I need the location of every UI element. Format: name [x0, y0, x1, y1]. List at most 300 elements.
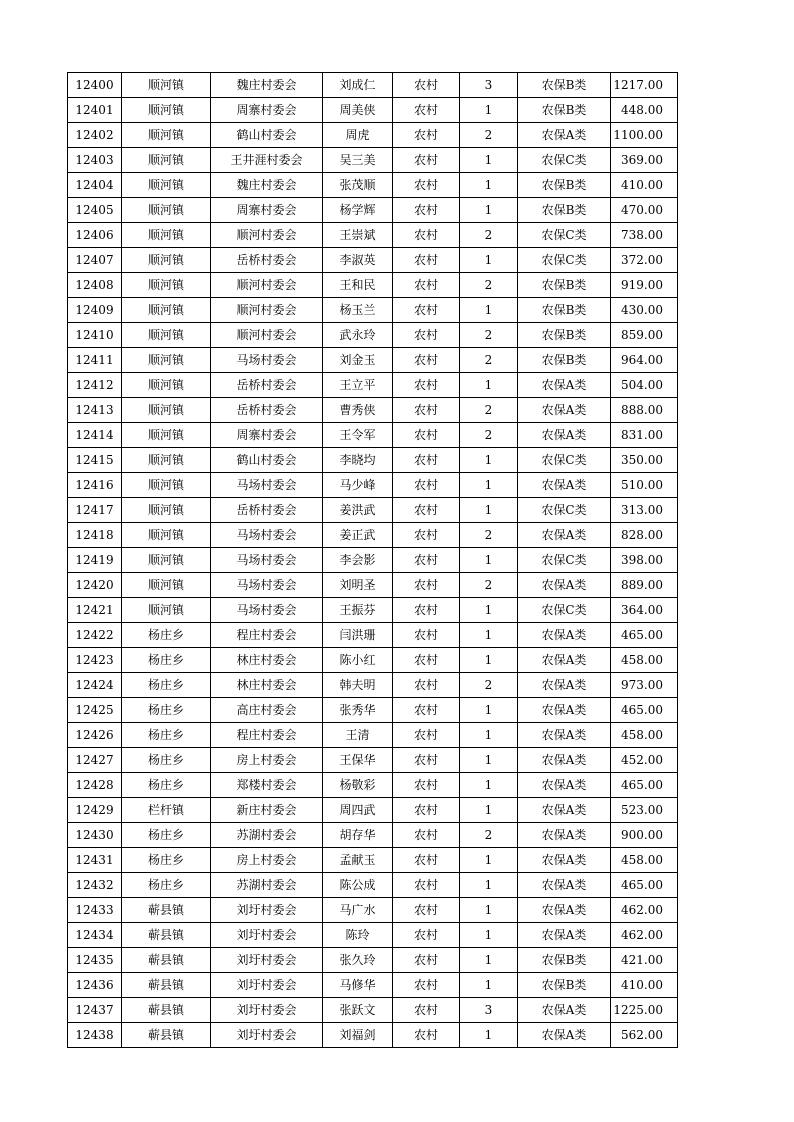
amount-cell: 465.00	[611, 698, 678, 723]
person-name-cell: 吴三美	[323, 148, 393, 173]
person-name-cell: 陈玲	[323, 923, 393, 948]
insurance-category-cell: 农保A类	[518, 523, 611, 548]
table-row	[68, 1023, 678, 1048]
record-id-cell: 12405	[68, 198, 122, 223]
table-row	[68, 323, 678, 348]
amount-cell: 458.00	[611, 848, 678, 873]
township-cell: 顺河镇	[122, 123, 211, 148]
person-name-cell: 杨学辉	[323, 198, 393, 223]
household-count-cell: 1	[460, 848, 518, 873]
household-count-cell: 1	[460, 598, 518, 623]
village-committee-cell: 林庄村委会	[211, 648, 323, 673]
insurance-category-cell: 农保A类	[518, 648, 611, 673]
township-cell: 顺河镇	[122, 473, 211, 498]
village-committee-cell: 郑楼村委会	[211, 773, 323, 798]
record-id-cell: 12415	[68, 448, 122, 473]
village-committee-cell: 岳桥村委会	[211, 398, 323, 423]
township-cell: 顺河镇	[122, 148, 211, 173]
household-count-cell: 1	[460, 248, 518, 273]
amount-cell: 1225.00	[611, 998, 678, 1023]
household-count-cell: 2	[460, 573, 518, 598]
amount-cell: 372.00	[611, 248, 678, 273]
person-name-cell: 武永玲	[323, 323, 393, 348]
insurance-category-cell: 农保A类	[518, 673, 611, 698]
township-cell: 顺河镇	[122, 448, 211, 473]
record-id-cell: 12435	[68, 948, 122, 973]
record-id-cell: 12420	[68, 573, 122, 598]
insurance-category-cell: 农保A类	[518, 773, 611, 798]
township-cell: 蕲县镇	[122, 998, 211, 1023]
village-committee-cell: 顺河村委会	[211, 323, 323, 348]
village-committee-cell: 鹤山村委会	[211, 448, 323, 473]
household-count-cell: 1	[460, 623, 518, 648]
township-cell: 杨庄乡	[122, 623, 211, 648]
insurance-category-cell: 农保A类	[518, 798, 611, 823]
person-name-cell: 曹秀侠	[323, 398, 393, 423]
table-row	[68, 773, 678, 798]
township-cell: 顺河镇	[122, 98, 211, 123]
record-id-cell: 12413	[68, 398, 122, 423]
record-id-cell: 12419	[68, 548, 122, 573]
household-count-cell: 1	[460, 373, 518, 398]
person-name-cell: 杨玉兰	[323, 298, 393, 323]
village-committee-cell: 新庄村委会	[211, 798, 323, 823]
area-type-cell: 农村	[393, 573, 460, 598]
area-type-cell: 农村	[393, 923, 460, 948]
amount-cell: 448.00	[611, 98, 678, 123]
village-committee-cell: 程庄村委会	[211, 623, 323, 648]
township-cell: 顺河镇	[122, 248, 211, 273]
household-count-cell: 1	[460, 748, 518, 773]
table-row	[68, 298, 678, 323]
insurance-category-cell: 农保B类	[518, 273, 611, 298]
insurance-category-cell: 农保C类	[518, 148, 611, 173]
table-row	[68, 823, 678, 848]
record-id-cell: 12423	[68, 648, 122, 673]
amount-cell: 1100.00	[611, 123, 678, 148]
record-id-cell: 12404	[68, 173, 122, 198]
township-cell: 蕲县镇	[122, 898, 211, 923]
household-count-cell: 1	[460, 948, 518, 973]
person-name-cell: 马广水	[323, 898, 393, 923]
township-cell: 蕲县镇	[122, 923, 211, 948]
household-count-cell: 2	[460, 523, 518, 548]
person-name-cell: 王振芬	[323, 598, 393, 623]
area-type-cell: 农村	[393, 823, 460, 848]
household-count-cell: 1	[460, 473, 518, 498]
household-count-cell: 1	[460, 898, 518, 923]
table-row	[68, 73, 678, 98]
area-type-cell: 农村	[393, 698, 460, 723]
village-committee-cell: 周寨村委会	[211, 98, 323, 123]
area-type-cell: 农村	[393, 373, 460, 398]
area-type-cell: 农村	[393, 98, 460, 123]
table-row	[68, 98, 678, 123]
record-id-cell: 12425	[68, 698, 122, 723]
insurance-category-cell: 农保B类	[518, 198, 611, 223]
amount-cell: 421.00	[611, 948, 678, 973]
table-row	[68, 973, 678, 998]
village-committee-cell: 高庄村委会	[211, 698, 323, 723]
amount-cell: 504.00	[611, 373, 678, 398]
household-count-cell: 1	[460, 723, 518, 748]
village-committee-cell: 刘圩村委会	[211, 898, 323, 923]
amount-cell: 828.00	[611, 523, 678, 548]
household-count-cell: 1	[460, 298, 518, 323]
area-type-cell: 农村	[393, 173, 460, 198]
amount-cell: 410.00	[611, 173, 678, 198]
household-count-cell: 1	[460, 773, 518, 798]
insurance-category-cell: 农保A类	[518, 998, 611, 1023]
household-count-cell: 1	[460, 148, 518, 173]
village-committee-cell: 房上村委会	[211, 848, 323, 873]
village-committee-cell: 周寨村委会	[211, 423, 323, 448]
village-committee-cell: 林庄村委会	[211, 673, 323, 698]
amount-cell: 465.00	[611, 623, 678, 648]
village-committee-cell: 顺河村委会	[211, 273, 323, 298]
amount-cell: 562.00	[611, 1023, 678, 1048]
person-name-cell: 刘明圣	[323, 573, 393, 598]
village-committee-cell: 周寨村委会	[211, 198, 323, 223]
person-name-cell: 姜洪武	[323, 498, 393, 523]
amount-cell: 510.00	[611, 473, 678, 498]
insurance-category-cell: 农保A类	[518, 898, 611, 923]
area-type-cell: 农村	[393, 398, 460, 423]
table-row	[68, 998, 678, 1023]
record-id-cell: 12416	[68, 473, 122, 498]
table-row	[68, 173, 678, 198]
household-count-cell: 2	[460, 223, 518, 248]
insurance-category-cell: 农保B类	[518, 173, 611, 198]
amount-cell: 462.00	[611, 923, 678, 948]
person-name-cell: 周四武	[323, 798, 393, 823]
township-cell: 蕲县镇	[122, 973, 211, 998]
township-cell: 顺河镇	[122, 298, 211, 323]
record-id-cell: 12427	[68, 748, 122, 773]
table-row	[68, 398, 678, 423]
household-count-cell: 2	[460, 273, 518, 298]
person-name-cell: 张秀华	[323, 698, 393, 723]
township-cell: 顺河镇	[122, 173, 211, 198]
area-type-cell: 农村	[393, 798, 460, 823]
area-type-cell: 农村	[393, 973, 460, 998]
insurance-category-cell: 农保C类	[518, 548, 611, 573]
household-count-cell: 1	[460, 873, 518, 898]
record-id-cell: 12414	[68, 423, 122, 448]
amount-cell: 458.00	[611, 648, 678, 673]
record-id-cell: 12422	[68, 623, 122, 648]
area-type-cell: 农村	[393, 123, 460, 148]
record-id-cell: 12410	[68, 323, 122, 348]
village-committee-cell: 马场村委会	[211, 523, 323, 548]
township-cell: 顺河镇	[122, 348, 211, 373]
table-row	[68, 523, 678, 548]
amount-cell: 364.00	[611, 598, 678, 623]
township-cell: 顺河镇	[122, 548, 211, 573]
area-type-cell: 农村	[393, 148, 460, 173]
insurance-category-cell: 农保A类	[518, 723, 611, 748]
table-row	[68, 248, 678, 273]
village-committee-cell: 魏庄村委会	[211, 73, 323, 98]
township-cell: 顺河镇	[122, 198, 211, 223]
township-cell: 顺河镇	[122, 498, 211, 523]
household-count-cell: 1	[460, 498, 518, 523]
township-cell: 蕲县镇	[122, 948, 211, 973]
table-row	[68, 873, 678, 898]
township-cell: 杨庄乡	[122, 748, 211, 773]
township-cell: 杨庄乡	[122, 873, 211, 898]
insurance-category-cell: 农保A类	[518, 373, 611, 398]
village-committee-cell: 刘圩村委会	[211, 948, 323, 973]
household-count-cell: 1	[460, 98, 518, 123]
amount-cell: 369.00	[611, 148, 678, 173]
table-row	[68, 898, 678, 923]
area-type-cell: 农村	[393, 848, 460, 873]
insurance-category-cell: 农保A类	[518, 623, 611, 648]
area-type-cell: 农村	[393, 73, 460, 98]
table-row	[68, 673, 678, 698]
amount-cell: 859.00	[611, 323, 678, 348]
village-committee-cell: 马场村委会	[211, 573, 323, 598]
township-cell: 顺河镇	[122, 398, 211, 423]
area-type-cell: 农村	[393, 323, 460, 348]
table-row	[68, 598, 678, 623]
insurance-category-cell: 农保C类	[518, 448, 611, 473]
record-id-cell: 12430	[68, 823, 122, 848]
amount-cell: 470.00	[611, 198, 678, 223]
record-id-cell: 12417	[68, 498, 122, 523]
table-row	[68, 923, 678, 948]
amount-cell: 1217.00	[611, 73, 678, 98]
table-row	[68, 723, 678, 748]
insurance-category-cell: 农保B类	[518, 73, 611, 98]
village-committee-cell: 刘圩村委会	[211, 1023, 323, 1048]
record-id-cell: 12401	[68, 98, 122, 123]
area-type-cell: 农村	[393, 773, 460, 798]
insurance-category-cell: 农保A类	[518, 923, 611, 948]
table-row	[68, 848, 678, 873]
insurance-category-cell: 农保B类	[518, 298, 611, 323]
area-type-cell: 农村	[393, 448, 460, 473]
household-count-cell: 2	[460, 673, 518, 698]
area-type-cell: 农村	[393, 198, 460, 223]
amount-cell: 430.00	[611, 298, 678, 323]
table-row	[68, 373, 678, 398]
village-committee-cell: 马场村委会	[211, 548, 323, 573]
village-committee-cell: 房上村委会	[211, 748, 323, 773]
table-row	[68, 573, 678, 598]
area-type-cell: 农村	[393, 748, 460, 773]
village-committee-cell: 刘圩村委会	[211, 998, 323, 1023]
person-name-cell: 王崇斌	[323, 223, 393, 248]
insurance-category-cell: 农保C类	[518, 498, 611, 523]
household-count-cell: 1	[460, 698, 518, 723]
household-count-cell: 2	[460, 398, 518, 423]
insurance-category-cell: 农保B类	[518, 323, 611, 348]
person-name-cell: 韩夫明	[323, 673, 393, 698]
village-committee-cell: 马场村委会	[211, 348, 323, 373]
amount-cell: 410.00	[611, 973, 678, 998]
person-name-cell: 周美侠	[323, 98, 393, 123]
table-row	[68, 948, 678, 973]
record-id-cell: 12403	[68, 148, 122, 173]
area-type-cell: 农村	[393, 873, 460, 898]
amount-cell: 465.00	[611, 773, 678, 798]
table-row	[68, 448, 678, 473]
person-name-cell: 胡存华	[323, 823, 393, 848]
insurance-category-cell: 农保A类	[518, 1023, 611, 1048]
household-count-cell: 1	[460, 448, 518, 473]
insurance-category-cell: 农保C类	[518, 598, 611, 623]
record-id-cell: 12438	[68, 1023, 122, 1048]
record-id-cell: 12431	[68, 848, 122, 873]
village-committee-cell: 程庄村委会	[211, 723, 323, 748]
township-cell: 顺河镇	[122, 73, 211, 98]
insurance-category-cell: 农保A类	[518, 123, 611, 148]
area-type-cell: 农村	[393, 648, 460, 673]
insurance-category-cell: 农保A类	[518, 873, 611, 898]
table-row	[68, 623, 678, 648]
village-committee-cell: 魏庄村委会	[211, 173, 323, 198]
area-type-cell: 农村	[393, 723, 460, 748]
township-cell: 杨庄乡	[122, 773, 211, 798]
household-count-cell: 3	[460, 73, 518, 98]
insurance-category-cell: 农保A类	[518, 823, 611, 848]
table-row	[68, 498, 678, 523]
household-count-cell: 1	[460, 648, 518, 673]
township-cell: 顺河镇	[122, 273, 211, 298]
area-type-cell: 农村	[393, 498, 460, 523]
area-type-cell: 农村	[393, 473, 460, 498]
village-committee-cell: 岳桥村委会	[211, 373, 323, 398]
amount-cell: 452.00	[611, 748, 678, 773]
amount-cell: 919.00	[611, 273, 678, 298]
table-row	[68, 548, 678, 573]
record-id-cell: 12421	[68, 598, 122, 623]
person-name-cell: 陈小红	[323, 648, 393, 673]
record-id-cell: 12433	[68, 898, 122, 923]
record-id-cell: 12412	[68, 373, 122, 398]
township-cell: 顺河镇	[122, 573, 211, 598]
area-type-cell: 农村	[393, 523, 460, 548]
records-table	[67, 72, 678, 1048]
household-count-cell: 1	[460, 198, 518, 223]
person-name-cell: 李晓均	[323, 448, 393, 473]
insurance-category-cell: 农保A类	[518, 398, 611, 423]
area-type-cell: 农村	[393, 673, 460, 698]
person-name-cell: 王清	[323, 723, 393, 748]
township-cell: 顺河镇	[122, 598, 211, 623]
village-committee-cell: 苏湖村委会	[211, 873, 323, 898]
record-id-cell: 12406	[68, 223, 122, 248]
amount-cell: 398.00	[611, 548, 678, 573]
village-committee-cell: 鹤山村委会	[211, 123, 323, 148]
amount-cell: 465.00	[611, 873, 678, 898]
person-name-cell: 王令军	[323, 423, 393, 448]
township-cell: 顺河镇	[122, 223, 211, 248]
insurance-category-cell: 农保A类	[518, 698, 611, 723]
village-committee-cell: 刘圩村委会	[211, 923, 323, 948]
insurance-category-cell: 农保A类	[518, 748, 611, 773]
household-count-cell: 1	[460, 548, 518, 573]
record-id-cell: 12436	[68, 973, 122, 998]
record-id-cell: 12411	[68, 348, 122, 373]
person-name-cell: 张跃文	[323, 998, 393, 1023]
area-type-cell: 农村	[393, 423, 460, 448]
person-name-cell: 闫洪珊	[323, 623, 393, 648]
table-row	[68, 423, 678, 448]
insurance-category-cell: 农保A类	[518, 848, 611, 873]
table-row	[68, 748, 678, 773]
amount-cell: 462.00	[611, 898, 678, 923]
household-count-cell: 2	[460, 823, 518, 848]
township-cell: 杨庄乡	[122, 698, 211, 723]
table-row	[68, 348, 678, 373]
record-id-cell: 12437	[68, 998, 122, 1023]
township-cell: 顺河镇	[122, 373, 211, 398]
township-cell: 杨庄乡	[122, 648, 211, 673]
table-row	[68, 223, 678, 248]
amount-cell: 350.00	[611, 448, 678, 473]
insurance-category-cell: 农保A类	[518, 473, 611, 498]
amount-cell: 888.00	[611, 398, 678, 423]
person-name-cell: 姜正武	[323, 523, 393, 548]
table-row	[68, 273, 678, 298]
village-committee-cell: 苏湖村委会	[211, 823, 323, 848]
person-name-cell: 杨敬彩	[323, 773, 393, 798]
record-id-cell: 12432	[68, 873, 122, 898]
household-count-cell: 2	[460, 123, 518, 148]
township-cell: 杨庄乡	[122, 673, 211, 698]
township-cell: 顺河镇	[122, 323, 211, 348]
household-count-cell: 1	[460, 923, 518, 948]
amount-cell: 973.00	[611, 673, 678, 698]
table-row	[68, 648, 678, 673]
insurance-category-cell: 农保A类	[518, 423, 611, 448]
amount-cell: 889.00	[611, 573, 678, 598]
village-committee-cell: 岳桥村委会	[211, 248, 323, 273]
insurance-category-cell: 农保B类	[518, 98, 611, 123]
amount-cell: 964.00	[611, 348, 678, 373]
household-count-cell: 1	[460, 1023, 518, 1048]
area-type-cell: 农村	[393, 223, 460, 248]
person-name-cell: 王立平	[323, 373, 393, 398]
area-type-cell: 农村	[393, 248, 460, 273]
record-id-cell: 12400	[68, 73, 122, 98]
record-id-cell: 12418	[68, 523, 122, 548]
person-name-cell: 张茂顺	[323, 173, 393, 198]
household-count-cell: 2	[460, 423, 518, 448]
township-cell: 栏杆镇	[122, 798, 211, 823]
amount-cell: 738.00	[611, 223, 678, 248]
record-id-cell: 12402	[68, 123, 122, 148]
record-id-cell: 12426	[68, 723, 122, 748]
table-row	[68, 123, 678, 148]
village-committee-cell: 马场村委会	[211, 598, 323, 623]
insurance-category-cell: 农保C类	[518, 223, 611, 248]
person-name-cell: 王保华	[323, 748, 393, 773]
township-cell: 顺河镇	[122, 423, 211, 448]
area-type-cell: 农村	[393, 1023, 460, 1048]
person-name-cell: 孟献玉	[323, 848, 393, 873]
amount-cell: 831.00	[611, 423, 678, 448]
township-cell: 顺河镇	[122, 523, 211, 548]
area-type-cell: 农村	[393, 548, 460, 573]
table-row	[68, 473, 678, 498]
area-type-cell: 农村	[393, 898, 460, 923]
village-committee-cell: 顺河村委会	[211, 298, 323, 323]
person-name-cell: 刘成仁	[323, 73, 393, 98]
